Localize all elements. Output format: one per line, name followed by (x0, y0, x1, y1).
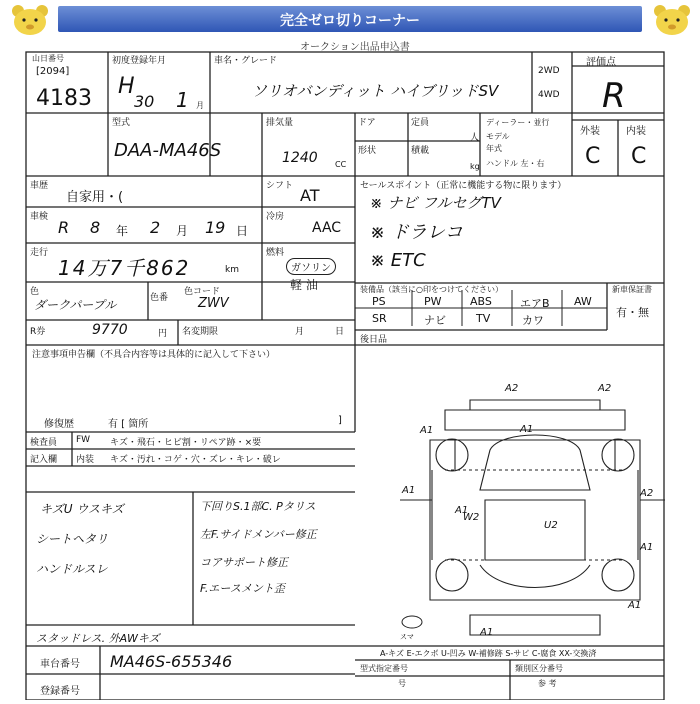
ac-label: 冷房 (266, 212, 285, 222)
damage-mark: A2 (598, 383, 612, 394)
equip-leather: カワ (522, 314, 544, 327)
displacement-unit: CC (335, 160, 347, 169)
dealer-label3: 年式 (486, 144, 502, 153)
interior-label: 内装 (626, 126, 646, 137)
inspector-note-bottom: スタッドレス. 外AWキズ (36, 632, 160, 645)
inspection-year: 8 (90, 218, 101, 237)
damage-mark: U2 (544, 520, 558, 531)
damage-mark: A1 (455, 505, 469, 516)
repair-label: 修復歴 (44, 419, 74, 430)
color-code: ZWV (198, 296, 229, 311)
name-change-day: 日 (335, 327, 345, 337)
mileage-value: 14万7千862 (58, 256, 191, 280)
damage-mark: A2 (640, 488, 654, 499)
model-label: 型式 (112, 118, 131, 128)
equip-tv: TV (476, 312, 491, 325)
color-label: 色 (30, 287, 40, 297)
inspection-label: 車検 (30, 212, 49, 222)
damage-mark: A2 (505, 383, 519, 394)
grade-label: 評価点 (586, 57, 616, 68)
lot-code: [2094] (36, 66, 70, 77)
inspector-label2: 記入欄 (30, 455, 58, 465)
legend-label2: 類別区分番号 (515, 664, 563, 673)
inspector-label1: 検査員 (30, 438, 58, 448)
inspector-interior: 内装 (76, 455, 95, 465)
vehicle-class-label: 車歴 (30, 181, 49, 191)
color-number-label: 色番 (150, 293, 169, 303)
capacity-unit: 人 (470, 133, 480, 143)
inspector-note-2: シートヘタリ (36, 532, 109, 546)
vehicle-name-label: 車名・グレード (214, 56, 278, 66)
displacement-label: 排気量 (266, 118, 294, 128)
sales-point-1: ※ ナビ フルセグTV (370, 194, 501, 212)
banner-title: 完全ゼロ切りコーナー (280, 13, 420, 29)
inspector-fw: FW (76, 435, 91, 445)
delivery-label: 後日品 (360, 335, 388, 345)
bear-mascot-icon (650, 3, 694, 37)
damage-mark: A1 (640, 542, 654, 553)
damage-mark: W2 (463, 512, 480, 523)
equip-airbag: エアB (520, 297, 550, 310)
grade-value: R (602, 76, 626, 116)
inspector-note-6: コアサポート修正 (200, 556, 288, 569)
damage-mark: A1 (480, 627, 494, 638)
damage-mark: A1 (420, 425, 434, 436)
equip-abs: ABS (470, 295, 492, 308)
repair-close: ] (338, 415, 342, 426)
sales-point-3: ※ ETC (370, 250, 426, 271)
equip-aw: AW (574, 295, 592, 308)
dealer-label1: ディーラー・並行 (486, 118, 550, 127)
shift-value: AT (300, 186, 320, 205)
displacement-value: 1240 (282, 150, 318, 166)
dealer-label4: ハンドル 左・右 (486, 159, 545, 168)
registration-year: 30 (134, 92, 155, 111)
registration-label: 初度登録年月 (112, 56, 167, 66)
fuel-value: ガソリン (286, 258, 336, 275)
bear-mascot-icon (8, 3, 52, 37)
inspection-month-unit: 月 (176, 224, 189, 238)
chassis-value: MA46S-655346 (110, 652, 233, 671)
equip-ps: PS (372, 295, 386, 308)
inspection-year-unit: 年 (116, 224, 129, 238)
registration-month-unit: 月 (196, 101, 204, 110)
warranty-value: 有・無 (616, 306, 649, 319)
notes-title: 注意事項申告欄（不具合内容等は具体的に記入して下さい） (32, 350, 276, 360)
exterior-grade: C (585, 144, 601, 169)
legend-label4: 参 考 (538, 679, 557, 688)
ac-value: AAC (312, 220, 342, 236)
damage-mark: A1 (628, 600, 642, 611)
warranty-label: 新車保証書 (612, 285, 652, 294)
lot-prefix: 山日番号 (32, 54, 64, 63)
inspector-note-3: ハンドルスレ (36, 562, 108, 576)
inspector-note-1: キズU ウスキズ (40, 502, 124, 516)
registration-no-label: 登録番号 (40, 686, 80, 697)
registration-month: 1 (176, 88, 189, 112)
equip-sr: SR (372, 312, 387, 325)
vehicle-name: ソリオバンディット ハイブリッドSV (252, 82, 499, 100)
inspector-fw-items: キズ・飛石・ヒビ割・リペア跡・×要 (110, 438, 262, 448)
inspection-day: 19 (205, 218, 226, 237)
legend-label3: 号 (398, 679, 406, 688)
chassis-label: 車台番号 (40, 659, 80, 670)
mileage-label: 走行 (30, 248, 49, 258)
damage-mark: A1 (520, 424, 534, 435)
recycle-unit: 円 (158, 329, 168, 339)
legend-label1: 型式指定番号 (360, 664, 408, 673)
shape-label: 形状 (358, 146, 377, 156)
equip-navi: ナビ (424, 314, 446, 327)
recycle-value: 9770 (92, 322, 128, 338)
inspection-era: R (58, 218, 70, 237)
inspector-note-5: 左F.サイドメンバー修正 (200, 528, 317, 541)
recycle-label: R券 (30, 327, 46, 337)
inspection-day-unit: 日 (236, 224, 249, 238)
shift-label: シフト (266, 181, 294, 191)
dealer-label2: モデル (486, 132, 510, 141)
equip-pw: PW (424, 295, 442, 308)
name-change-month: 月 (295, 327, 305, 337)
header-title: オークション出品申込書 (300, 42, 410, 53)
lot-number: 4183 (36, 86, 92, 111)
color-code-label: 色コード (184, 287, 221, 297)
drive-4wd: 4WD (538, 90, 560, 100)
capacity-label: 定員 (411, 118, 430, 128)
inspector-note-7: F.エースメント歪 (200, 582, 285, 595)
sales-points-title: セールスポイント（正常に機能する物に限ります） (360, 181, 567, 191)
inspector-note-4: 下回りS.1部C. Pタリス (200, 500, 316, 513)
interior-grade: C (631, 144, 647, 169)
legend-text: A-キズ E-エクボ U-凹み W-補修跡 S-サビ C-腐食 XX-交換済 (380, 649, 597, 658)
repair-value: 有 [ 箇所 (108, 419, 149, 430)
model-value: DAA-MA46S (114, 140, 222, 161)
exterior-label: 外装 (580, 126, 600, 137)
damage-mark: A1 (402, 485, 416, 496)
mileage-unit: km (225, 265, 239, 275)
diagram-front-label: スマ (400, 633, 414, 641)
load-unit: kg (470, 162, 480, 171)
sales-point-2: ※ ドラレコ (370, 222, 463, 243)
fuel-alt: 軽 油 (290, 278, 318, 292)
name-change-label: 名変期限 (182, 327, 219, 337)
inspection-month: 2 (150, 218, 161, 237)
load-label: 積載 (411, 146, 430, 156)
color-value: ダークパープル (34, 298, 117, 312)
drive-2wd: 2WD (538, 66, 560, 76)
registration-era: H (118, 74, 135, 99)
inspector-int-items: キズ・汚れ・コゲ・穴・ズレ・キレ・破レ (110, 455, 281, 465)
banner-bar (58, 6, 642, 32)
banner (0, 0, 700, 40)
fuel-label: 燃料 (266, 248, 285, 258)
door-label: ドア (358, 118, 376, 128)
equipment-title: 装備品（該当に○印をつけてください） (360, 285, 503, 294)
vehicle-class-value: 自家用・( (66, 190, 124, 205)
